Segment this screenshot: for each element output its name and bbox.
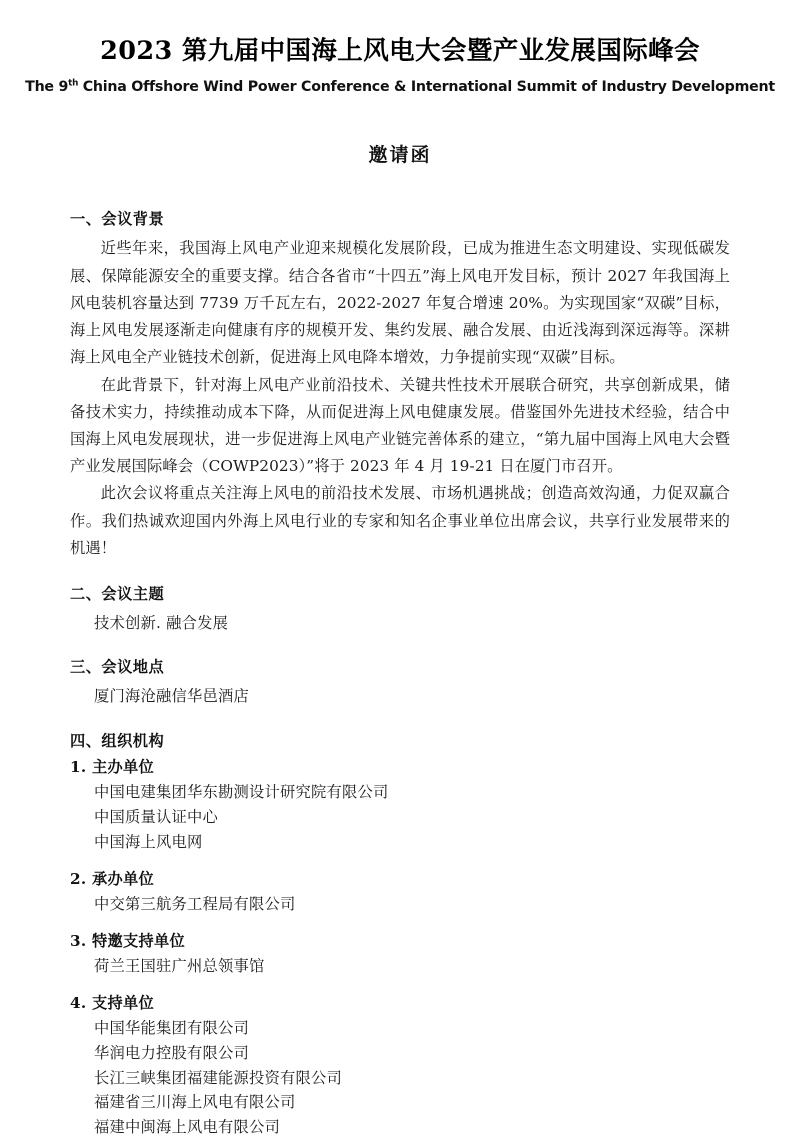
document-body (0, 209, 800, 1140)
conference-title-english (0, 79, 800, 96)
document-header (0, 0, 800, 96)
organizer-item: 中国华能集团有限公司 (94, 1019, 249, 1038)
organizer-group-label: 2. 承办单位 (70, 869, 154, 888)
organizer-item: 荷兰王国驻广州总领事馆 (94, 957, 265, 976)
background-paragraph-2: 在此背景下，针对海上风电产业前沿技术、关键共性技术开展联合研究，共享创新成果，储备技术实力，持续推动成本下降，从而促进海上风电健康发展。借鉴国外先进技术经验，结合中国海上风电发展现状，进一步促进海上风电产业链完善体系的建立，“第九届中国海上风电大会暨产业发展国际峰会（COWP2023）”将于 2023 年 4 月 19-21 日在厦门市召开。 (70, 375, 730, 476)
organizer-group-label: 3. 特邀支持单位 (70, 931, 185, 950)
organizer-group-undertaker (70, 869, 730, 917)
section-heading-background: 一、会议背景 (70, 209, 165, 228)
document-type-heading: 邀请函 (368, 143, 432, 166)
organizer-group-special-support (70, 931, 730, 979)
organizer-group-support (70, 993, 730, 1140)
conference-title-chinese: 2023 第九届中国海上风电大会暨产业发展国际峰会 (100, 36, 700, 66)
background-paragraph-1: 近些年来，我国海上风电产业迎来规模化发展阶段，已成为推进生态文明建设、实现低碳发展、保障能源安全的重要支撑。结合各省市“十四五”海上风电开发目标，预计 2027 年我国海上风电装机容量达到 7739 万千瓦左右，2022-2027 年复合增速 20%。为实现国家“双碳”目标，海上风电发展逐渐走向健康有序的规模开发、集约发展、融合发展、由近浅海到深远海等。深耕海上风电全产业链技术创新，促进海上风电降本增效，力争提前实现“双碳”目标。 (70, 239, 730, 367)
theme-value: 技术创新. 融合发展 (94, 613, 229, 632)
organizer-group-label: 4. 支持单位 (70, 993, 154, 1012)
organizer-item: 中国海上风电网 (94, 832, 203, 851)
organizer-item: 长江三峡集团福建能源投资有限公司 (94, 1068, 342, 1087)
title-en-prefix: The 9 (25, 78, 69, 95)
section-heading-theme: 二、会议主题 (70, 585, 165, 604)
organizer-item: 中交第三航务工程局有限公司 (94, 894, 296, 913)
organizer-item: 中国电建集团华东勘测设计研究院有限公司 (94, 783, 389, 802)
organizer-item: 中国质量认证中心 (94, 808, 218, 827)
section-heading-venue: 三、会议地点 (70, 658, 165, 677)
ordinal-superscript: th (68, 78, 79, 89)
organizer-item: 华润电力控股有限公司 (94, 1043, 249, 1062)
organizer-item: 福建省三川海上风电有限公司 (94, 1093, 296, 1112)
title-en-suffix: China Offshore Wind Power Conference & International Summit of Industry Development (78, 78, 775, 95)
background-paragraph-3: 此次会议将重点关注海上风电的前沿技术发展、市场机遇挑战；创造高效沟通，力促双赢合作。我们热诚欢迎国内外海上风电行业的专家和知名企事业单位出席会议，共享行业发展带来的机遇！ (70, 484, 730, 557)
organizer-group-host (70, 757, 730, 855)
venue-value: 厦门海沧融信华邑酒店 (94, 686, 249, 705)
section-heading-organizers: 四、组织机构 (70, 731, 165, 750)
organizer-item: 福建中闽海上风电有限公司 (94, 1118, 280, 1137)
organizer-group-label: 1. 主办单位 (70, 758, 154, 777)
